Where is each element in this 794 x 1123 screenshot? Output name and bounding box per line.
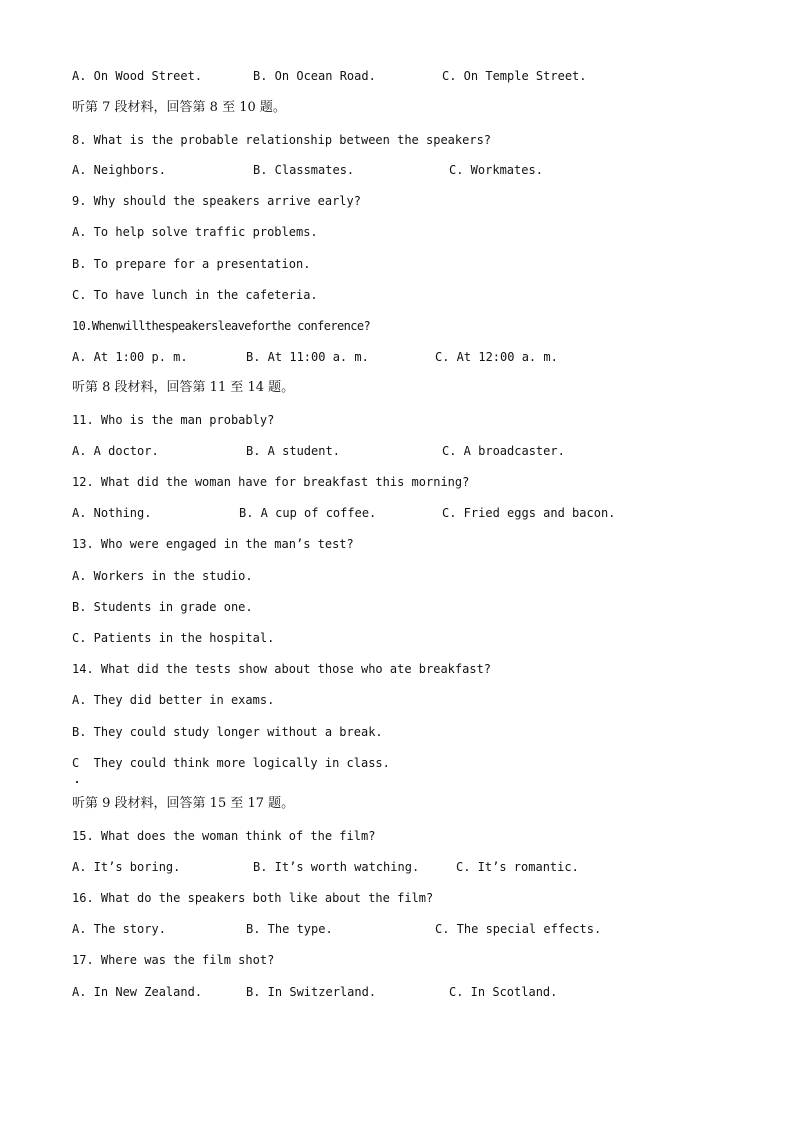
section-heading-8: 听第 8 段材料，回答第 11 至 14 题。 [72,380,295,395]
q14-option-c: C They could think more logically in class. [72,756,390,770]
option-b: B. The type. [246,922,333,936]
question-11: 11. Who is the man probably? [72,413,275,427]
option-a: A. On Wood Street. [72,69,203,83]
option-b: B. Classmates. [253,163,355,177]
q10-options [0,349,794,365]
option-c: C. On Temple Street. [442,69,587,83]
q16-options [0,921,794,937]
option-a: A. At 1:00 p. m. [72,350,188,364]
option-c: C. It’s romantic. [456,860,579,874]
question-10: 10.Whenwillthespeakersleaveforthe conference? [72,319,371,333]
q14-option-b: B. They could study longer without a break. [72,725,383,739]
question-17: 17. Where was the film shot? [72,953,275,967]
stray-mark [76,781,78,783]
option-b: B. It’s worth watching. [253,860,420,874]
option-c: C. At 12:00 a. m. [435,350,558,364]
option-c: C. Fried eggs and bacon. [442,506,616,520]
q14-option-a: A. They did better in exams. [72,693,275,707]
q15-options [0,859,794,875]
option-c: C. In Scotland. [449,985,558,999]
question-9: 9. Why should the speakers arrive early? [72,194,361,208]
option-a: A. The story. [72,922,166,936]
q12-options [0,505,794,521]
option-c: C. Workmates. [449,163,543,177]
option-b: B. At 11:00 a. m. [246,350,369,364]
option-c: C. The special effects. [435,922,602,936]
section-heading-7: 听第 7 段材料，回答第 8 至 10 题。 [72,100,286,115]
q7-options [0,68,794,84]
option-b: B. On Ocean Road. [253,69,376,83]
q9-option-a: A. To help solve traffic problems. [72,225,318,239]
q17-options [0,984,794,1000]
q8-options [0,162,794,178]
option-a: A. Nothing. [72,506,152,520]
q9-option-c: C. To have lunch in the cafeteria. [72,288,318,302]
option-b: B. In Switzerland. [246,985,377,999]
question-15: 15. What does the woman think of the film? [72,829,376,843]
option-b: B. A student. [246,444,340,458]
option-a: A. A doctor. [72,444,159,458]
section-heading-9: 听第 9 段材料，回答第 15 至 17 题。 [72,796,295,811]
question-12: 12. What did the woman have for breakfast this morning? [72,475,470,489]
question-8: 8. What is the probable relationship between the speakers? [72,133,492,147]
q11-options [0,443,794,459]
option-a: A. In New Zealand. [72,985,203,999]
question-13: 13. Who were engaged in the man’s test? [72,537,354,551]
q13-option-c: C. Patients in the hospital. [72,631,275,645]
q13-option-b: B. Students in grade one. [72,600,253,614]
option-a: A. It’s boring. [72,860,181,874]
q9-option-b: B. To prepare for a presentation. [72,257,311,271]
option-a: A. Neighbors. [72,163,166,177]
option-c: C. A broadcaster. [442,444,565,458]
option-b: B. A cup of coffee. [239,506,377,520]
question-16: 16. What do the speakers both like about the film? [72,891,434,905]
q13-option-a: A. Workers in the studio. [72,569,253,583]
question-14: 14. What did the tests show about those who ate breakfast? [72,662,492,676]
